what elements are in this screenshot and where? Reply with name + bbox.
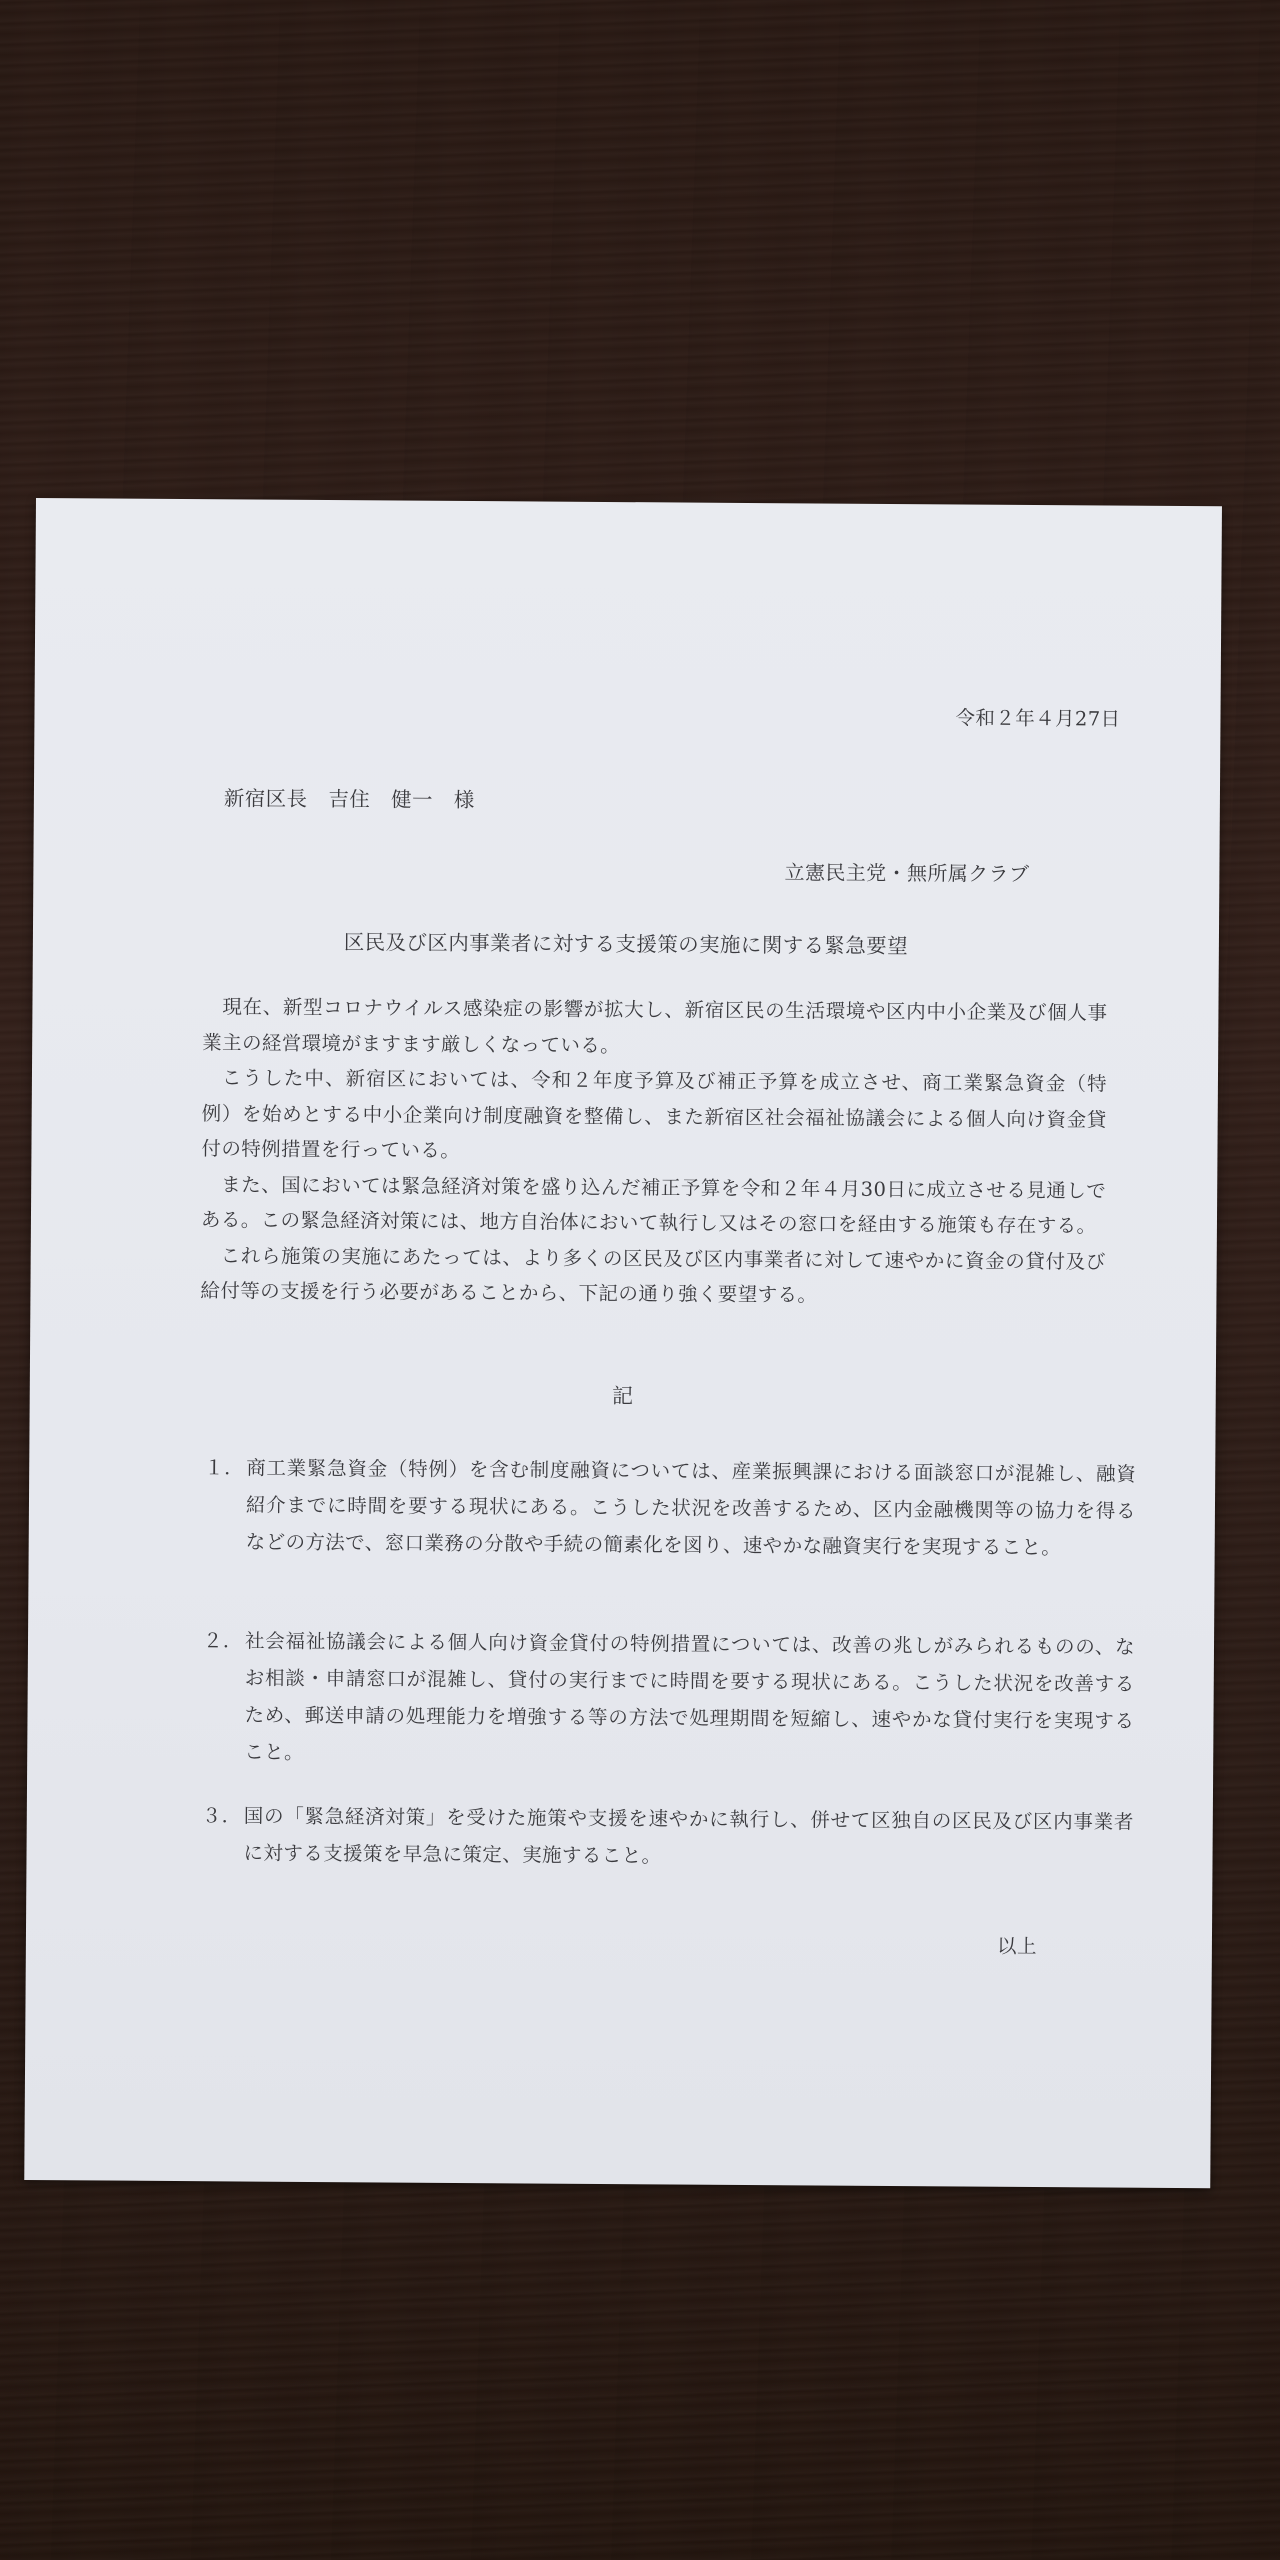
request-item-text: 社会福祉協議会による個人向け資金貸付の特例措置については、改善の兆しがみられるものの、なお相談・申請窓口が混雑し、貸付の実行までに時間を要する現状にある。こうした状況を改善するため、郵送申請の処理能力を増強する等の方法で処理期間を短縮し、速やかな貸付実行を実現すること。 <box>244 1629 1136 1764</box>
request-item-number: ２． <box>202 1629 243 1653</box>
request-item <box>201 1797 1133 1878</box>
request-item-number: １． <box>204 1456 245 1480</box>
request-item-text: 商工業緊急資金（特例）を含む制度融資については、産業振興課における面談窓口が混雑し、融資紹介までに時間を要する現状にある。こうした状況を改善するため、区内金融機関等の協力を得るなどの方法で、窓口業務の分散や手続の簡素化を図り、速やかな融資実行を実現すること。 <box>245 1456 1137 1560</box>
sender: 立憲民主党・無所属クラブ <box>784 860 1030 886</box>
intro-body <box>200 989 1107 1315</box>
intro-paragraph: これら施策の実施にあたっては、より多くの区民及び区内事業者に対して速やかに資金の貸付及び給付等の支援を行う必要があることから、下記の通り強く要望する。 <box>200 1243 1106 1307</box>
request-item <box>202 1622 1135 1777</box>
intro-paragraph: また、国においては緊急経済対策を盛り込んだ補正予算を令和２年４月30日に成立させる見通しである。この緊急経済対策には、地方自治体において執行し又はその窓口を経由する施策も存在する。 <box>200 1172 1107 1238</box>
closing-mark: 以上 <box>997 1934 1037 1959</box>
request-item-text: 国の「緊急経済対策」を受けた施策や支援を速やかに執行し、併せて区独自の区民及び区内事業者に対する支援策を早急に策定、実施すること。 <box>243 1804 1134 1868</box>
document-date: 令和２年４月27日 <box>955 706 1121 731</box>
intro-paragraph: こうした中、新宿区においては、令和２年度予算及び補正予算を成立させ、商工業緊急資金（特例）を始めとする中小企業向け制度融資を整備し、また新宿区社会福祉協議会による個人向け資金貸付の特例措置を行っている。 <box>201 1066 1108 1162</box>
request-item <box>204 1449 1137 1567</box>
document-sheet <box>24 498 1222 2188</box>
request-item-number: ３． <box>201 1804 242 1828</box>
intro-paragraph: 現在、新型コロナウイルス感染症の影響が拡大し、新宿区民の生活環境や区内中小企業及び個人事業主の経営環境がますます厳しくなっている。 <box>202 995 1108 1057</box>
ki-heading: 記 <box>611 1384 634 1409</box>
document-subject: 区民及び区内事業者に対する支援策の実施に関する緊急要望 <box>343 930 909 959</box>
addressee: 新宿区長 吉住 健一 様 <box>223 786 475 813</box>
